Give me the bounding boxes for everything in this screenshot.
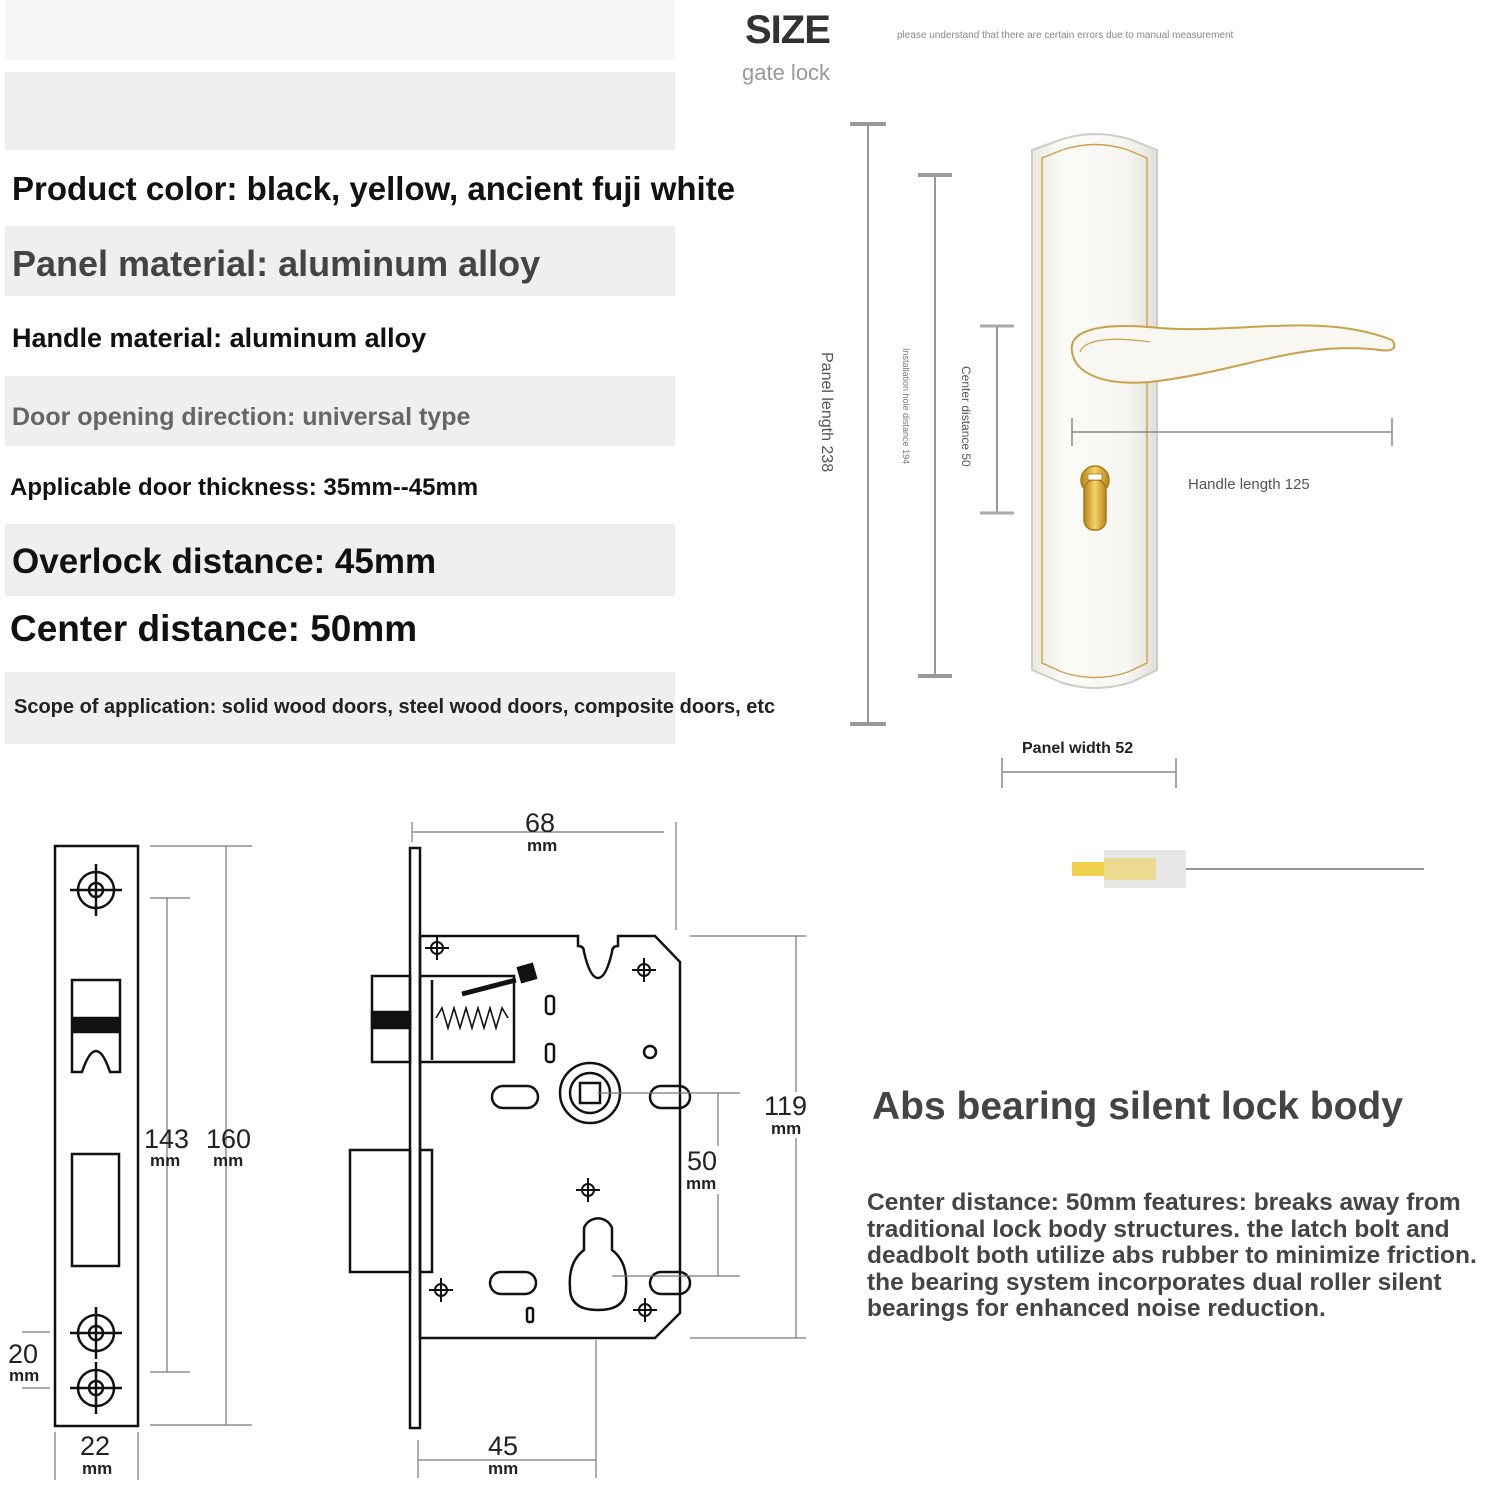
dim-160: 160	[206, 1124, 252, 1154]
measurement-note: please understand that there are certain errors due to manual measurement	[897, 30, 1234, 41]
size-title: SIZE	[745, 8, 830, 52]
dim-22-unit: mm	[82, 1459, 113, 1478]
dim-20: 20	[8, 1339, 39, 1369]
dim-20-unit: mm	[9, 1366, 40, 1385]
spec-door-thickness: Applicable door thickness: 35mm--45mm	[10, 474, 479, 501]
dim-45-unit: mm	[488, 1459, 519, 1478]
spec-handle-material: Handle material: aluminum alloy	[12, 323, 427, 353]
lock-body-heading: Abs bearing silent lock body	[872, 1085, 1403, 1128]
dim-50-unit: mm	[686, 1174, 717, 1193]
install-hole-label: Installation hole distance 194	[901, 348, 911, 465]
dim-68-unit: mm	[527, 836, 558, 855]
center-distance-dimension	[980, 326, 1014, 513]
panel-length-dimension	[850, 124, 886, 724]
lock-body-description: Center distance: 50mm features: breaks away from traditional lock body structures. the latch bolt and deadbolt both utilize abs rubber to minimize friction. the bearing system incorporates dual roller silent bearings for enhanced noise reduction.	[867, 1189, 1477, 1322]
handle-length-label: Handle length 125	[1188, 476, 1310, 493]
dim-119: 119	[764, 1091, 808, 1121]
size-subtitle: gate lock	[742, 60, 831, 85]
lock-body-dimensions	[412, 822, 806, 1478]
spec-overlock-distance: Overlock distance: 45mm	[12, 542, 437, 581]
spec-panel-material: Panel material: aluminum alloy	[12, 243, 541, 284]
lock-body-drawing	[350, 848, 690, 1428]
latch-side-view	[1072, 850, 1424, 888]
spec-center-distance: Center distance: 50mm	[10, 608, 418, 649]
panel-width-dimension	[1002, 758, 1176, 788]
handle-panel	[1032, 134, 1157, 688]
dim-143-unit: mm	[150, 1151, 181, 1170]
dim-68: 68	[525, 808, 556, 838]
spec-door-direction: Door opening direction: universal type	[12, 403, 471, 431]
dim-143: 143	[144, 1124, 190, 1154]
spec-product-color: Product color: black, yellow, ancient fuji white	[12, 170, 736, 207]
dim-50: 50	[687, 1146, 718, 1176]
faceplate-drawing	[55, 846, 138, 1426]
dim-119-unit: mm	[771, 1119, 802, 1138]
dim-45: 45	[488, 1431, 519, 1461]
spec-scope: Scope of application: solid wood doors, steel wood doors, composite doors, etc	[14, 696, 776, 718]
center-distance-label: Center distance 50	[959, 366, 973, 467]
dim-160-unit: mm	[213, 1151, 244, 1170]
install-hole-dimension	[918, 175, 952, 676]
dim-22: 22	[80, 1431, 111, 1461]
panel-length-label: Panel length 238	[818, 352, 835, 473]
panel-width-label: Panel width 52	[1022, 740, 1134, 757]
key-cylinder	[1081, 466, 1109, 530]
lever-handle	[1072, 325, 1395, 382]
